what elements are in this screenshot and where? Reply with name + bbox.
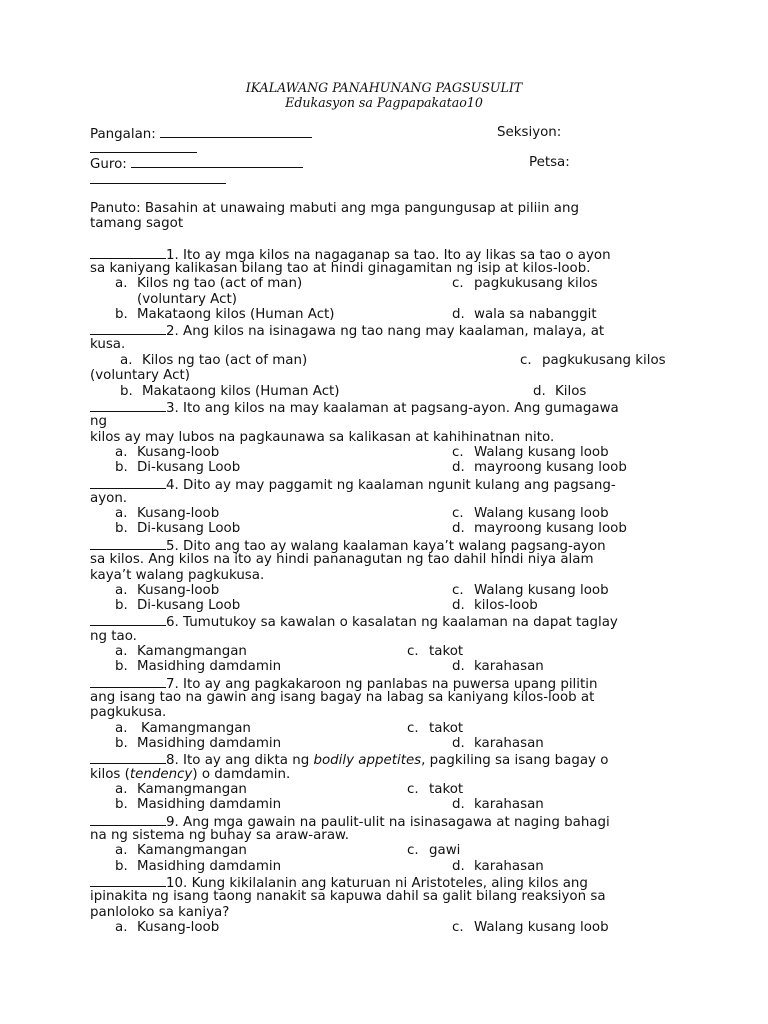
option-c: c. takot xyxy=(407,782,464,797)
option-c: c. gawi xyxy=(407,843,461,858)
question-number: 3. xyxy=(166,401,179,416)
answer-blank xyxy=(90,613,166,626)
answer-blank xyxy=(90,322,166,335)
petsa-field xyxy=(90,171,226,188)
option-b: b. Masidhing damdamin xyxy=(115,736,282,751)
option-d: d. mayroong kusang loob xyxy=(452,521,627,536)
option-d: d. karahasan xyxy=(452,736,544,751)
option-a: a. Kusang-loob xyxy=(115,445,220,460)
option-d: d. wala sa nabanggit xyxy=(452,307,597,322)
answer-blank xyxy=(90,751,166,764)
petsa-blank xyxy=(90,171,226,184)
question-text: Ito ay mga kilos na nagaganap sa tao. Ito ay likas sa tao o ayon xyxy=(183,248,611,263)
question-number: 8. xyxy=(166,753,179,768)
question-2 xyxy=(90,322,604,339)
option-d: d. kilos-loob xyxy=(452,598,538,613)
question-number: 5. xyxy=(166,539,179,554)
petsa-label: Petsa: xyxy=(529,155,570,170)
option-b: b. Di-kusang Loob xyxy=(115,521,241,536)
answer-blank xyxy=(90,476,166,489)
seksiyon-blank xyxy=(90,140,197,153)
pangalan-label: Pangalan: xyxy=(90,127,156,142)
option-c: c. Walang kusang loob xyxy=(452,445,609,460)
option-a: a. Kilos ng tao (act of man) xyxy=(120,353,308,368)
option-a: a. Kusang-loob xyxy=(115,506,220,521)
question-text-emphasis: tendency xyxy=(129,767,193,782)
guro-blank xyxy=(131,155,303,168)
question-number: 6. xyxy=(166,615,179,630)
answer-blank xyxy=(90,874,166,887)
option-a: a. Kamangmangan xyxy=(115,644,247,659)
option-b: b. Masidhing damdamin xyxy=(115,659,282,674)
panuto-line-1: Panuto: Basahin at unawaing mabuti ang mga pangungusap at piliin ang xyxy=(90,201,579,216)
question-number: 2. xyxy=(166,324,179,339)
question-text: kusa. xyxy=(90,337,126,352)
question-text: , pagkiling sa isang bagay o xyxy=(421,753,609,768)
option-b: b. Masidhing damdamin xyxy=(115,859,282,874)
question-text: na ng sistema ng buhay sa araw-araw. xyxy=(90,828,349,843)
option-c: c. pagkukusang kilos xyxy=(520,353,666,368)
question-text: Ang mga gawain na paulit-ulit na isinasagawa at naging bahagi xyxy=(183,815,610,830)
question-text: panloloko sa kaniya? xyxy=(90,905,230,920)
question-number: 4. xyxy=(166,478,179,493)
option-a: a. Kamangmangan xyxy=(115,843,247,858)
question-text: Dito ay may paggamit ng kaalaman ngunit kulang ang pagsang- xyxy=(183,478,616,493)
answer-blank xyxy=(90,399,166,412)
question-text: Kung kikilalanin ang katuruan ni Aristoteles, aling kilos ang xyxy=(191,876,588,891)
question-text: Tumutukoy sa kawalan o kasalatan ng kaalaman na dapat taglay xyxy=(183,615,618,630)
question-text: Ito ang kilos na may kaalaman at pagsang-ayon. Ang gumagawa xyxy=(183,401,619,416)
seksiyon-label: Seksiyon: xyxy=(497,125,562,140)
question-text: ng tao. xyxy=(90,629,137,644)
question-text: Ang kilos na isinagawa ng tao nang may kaalaman, malaya, at xyxy=(183,324,605,339)
question-6 xyxy=(90,613,618,630)
question-text: ang isang tao na gawin ang isang bagay na labag sa kaniyang kilos-loob at xyxy=(90,690,595,705)
option-c: c. Walang kusang loob xyxy=(452,506,609,521)
option-d: d. karahasan xyxy=(452,859,544,874)
question-8 xyxy=(90,751,608,768)
question-number: 9. xyxy=(166,815,179,830)
question-number: 7. xyxy=(166,677,179,692)
question-text: kilos ay may lubos na pagkaunawa sa kalikasan at kahihinatnan nito. xyxy=(90,430,555,445)
answer-blank xyxy=(90,675,166,688)
answer-blank xyxy=(90,537,166,550)
option-a-continued: (voluntary Act) xyxy=(90,368,190,383)
option-b: b. Makataong kilos (Human Act) xyxy=(120,384,340,399)
answer-blank xyxy=(90,246,166,259)
option-a: a. Kamangmangan xyxy=(115,782,247,797)
option-d: d. karahasan xyxy=(452,659,544,674)
option-a: a. Kusang-loob xyxy=(115,583,220,598)
option-c: c. takot xyxy=(407,644,464,659)
question-text: pagkukusa. xyxy=(90,705,167,720)
question-text: ayon. xyxy=(90,491,128,506)
exam-subtitle: Edukasyon sa Pagpapakatao10 xyxy=(285,95,483,110)
option-d: d. karahasan xyxy=(452,797,544,812)
option-a: a. Kusang-loob xyxy=(115,920,220,935)
question-number: 1. xyxy=(166,248,179,263)
option-c: c. Walang kusang loob xyxy=(452,920,609,935)
question-text: ng xyxy=(90,414,107,429)
option-d: d. mayroong kusang loob xyxy=(452,460,627,475)
exam-title: IKALAWANG PANAHUNANG PAGSUSULIT xyxy=(245,80,523,95)
question-4 xyxy=(90,476,616,493)
option-b: b. Di-kusang Loob xyxy=(115,598,241,613)
option-a: a. Kilos ng tao (act of man) xyxy=(115,276,303,291)
question-text: ipinakita ng isang taong nanakit sa kapuwa dahil sa galit bilang reaksiyon sa xyxy=(90,889,606,904)
panuto-line-2: tamang sagot xyxy=(90,216,184,231)
question-3 xyxy=(90,399,619,416)
question-text: sa kaniyang kalikasan bilang tao at hindi ginagamitan ng isip at kilos-loob. xyxy=(90,261,591,276)
option-b: b. Masidhing damdamin xyxy=(115,797,282,812)
guro-label: Guro: xyxy=(90,157,127,172)
question-number: 10. xyxy=(166,876,188,891)
guro-field xyxy=(90,155,303,172)
option-a: a. Kamangmangan xyxy=(115,721,251,736)
question-text: Ito ay ang pagkakaroon ng panlabas na puwersa upang pilitin xyxy=(183,677,598,692)
option-c: c. Walang kusang loob xyxy=(452,583,609,598)
question-text: kilos (tendency) o damdamin. xyxy=(90,767,291,782)
option-c: c. pagkukusang kilos xyxy=(452,276,598,291)
option-d: d. Kilos xyxy=(533,384,587,399)
answer-blank xyxy=(90,813,166,826)
question-text: sa kilos. Ang kilos na ito ay hindi pananagutan ng tao dahil hindi niya alam xyxy=(90,552,594,567)
option-a-continued: (voluntary Act) xyxy=(137,292,237,307)
option-b: b. Di-kusang Loob xyxy=(115,460,241,475)
question-text: Ito ay ang dikta ng xyxy=(183,753,314,768)
question-text-emphasis: bodily appetites xyxy=(313,753,422,768)
option-b: b. Makataong kilos (Human Act) xyxy=(115,307,335,322)
question-text: kaya’t walang pagkukusa. xyxy=(90,568,265,583)
option-c: c. takot xyxy=(407,721,464,736)
question-text: Dito ang tao ay walang kaalaman kaya’t walang pagsang-ayon xyxy=(183,539,606,554)
pangalan-blank xyxy=(160,125,312,138)
